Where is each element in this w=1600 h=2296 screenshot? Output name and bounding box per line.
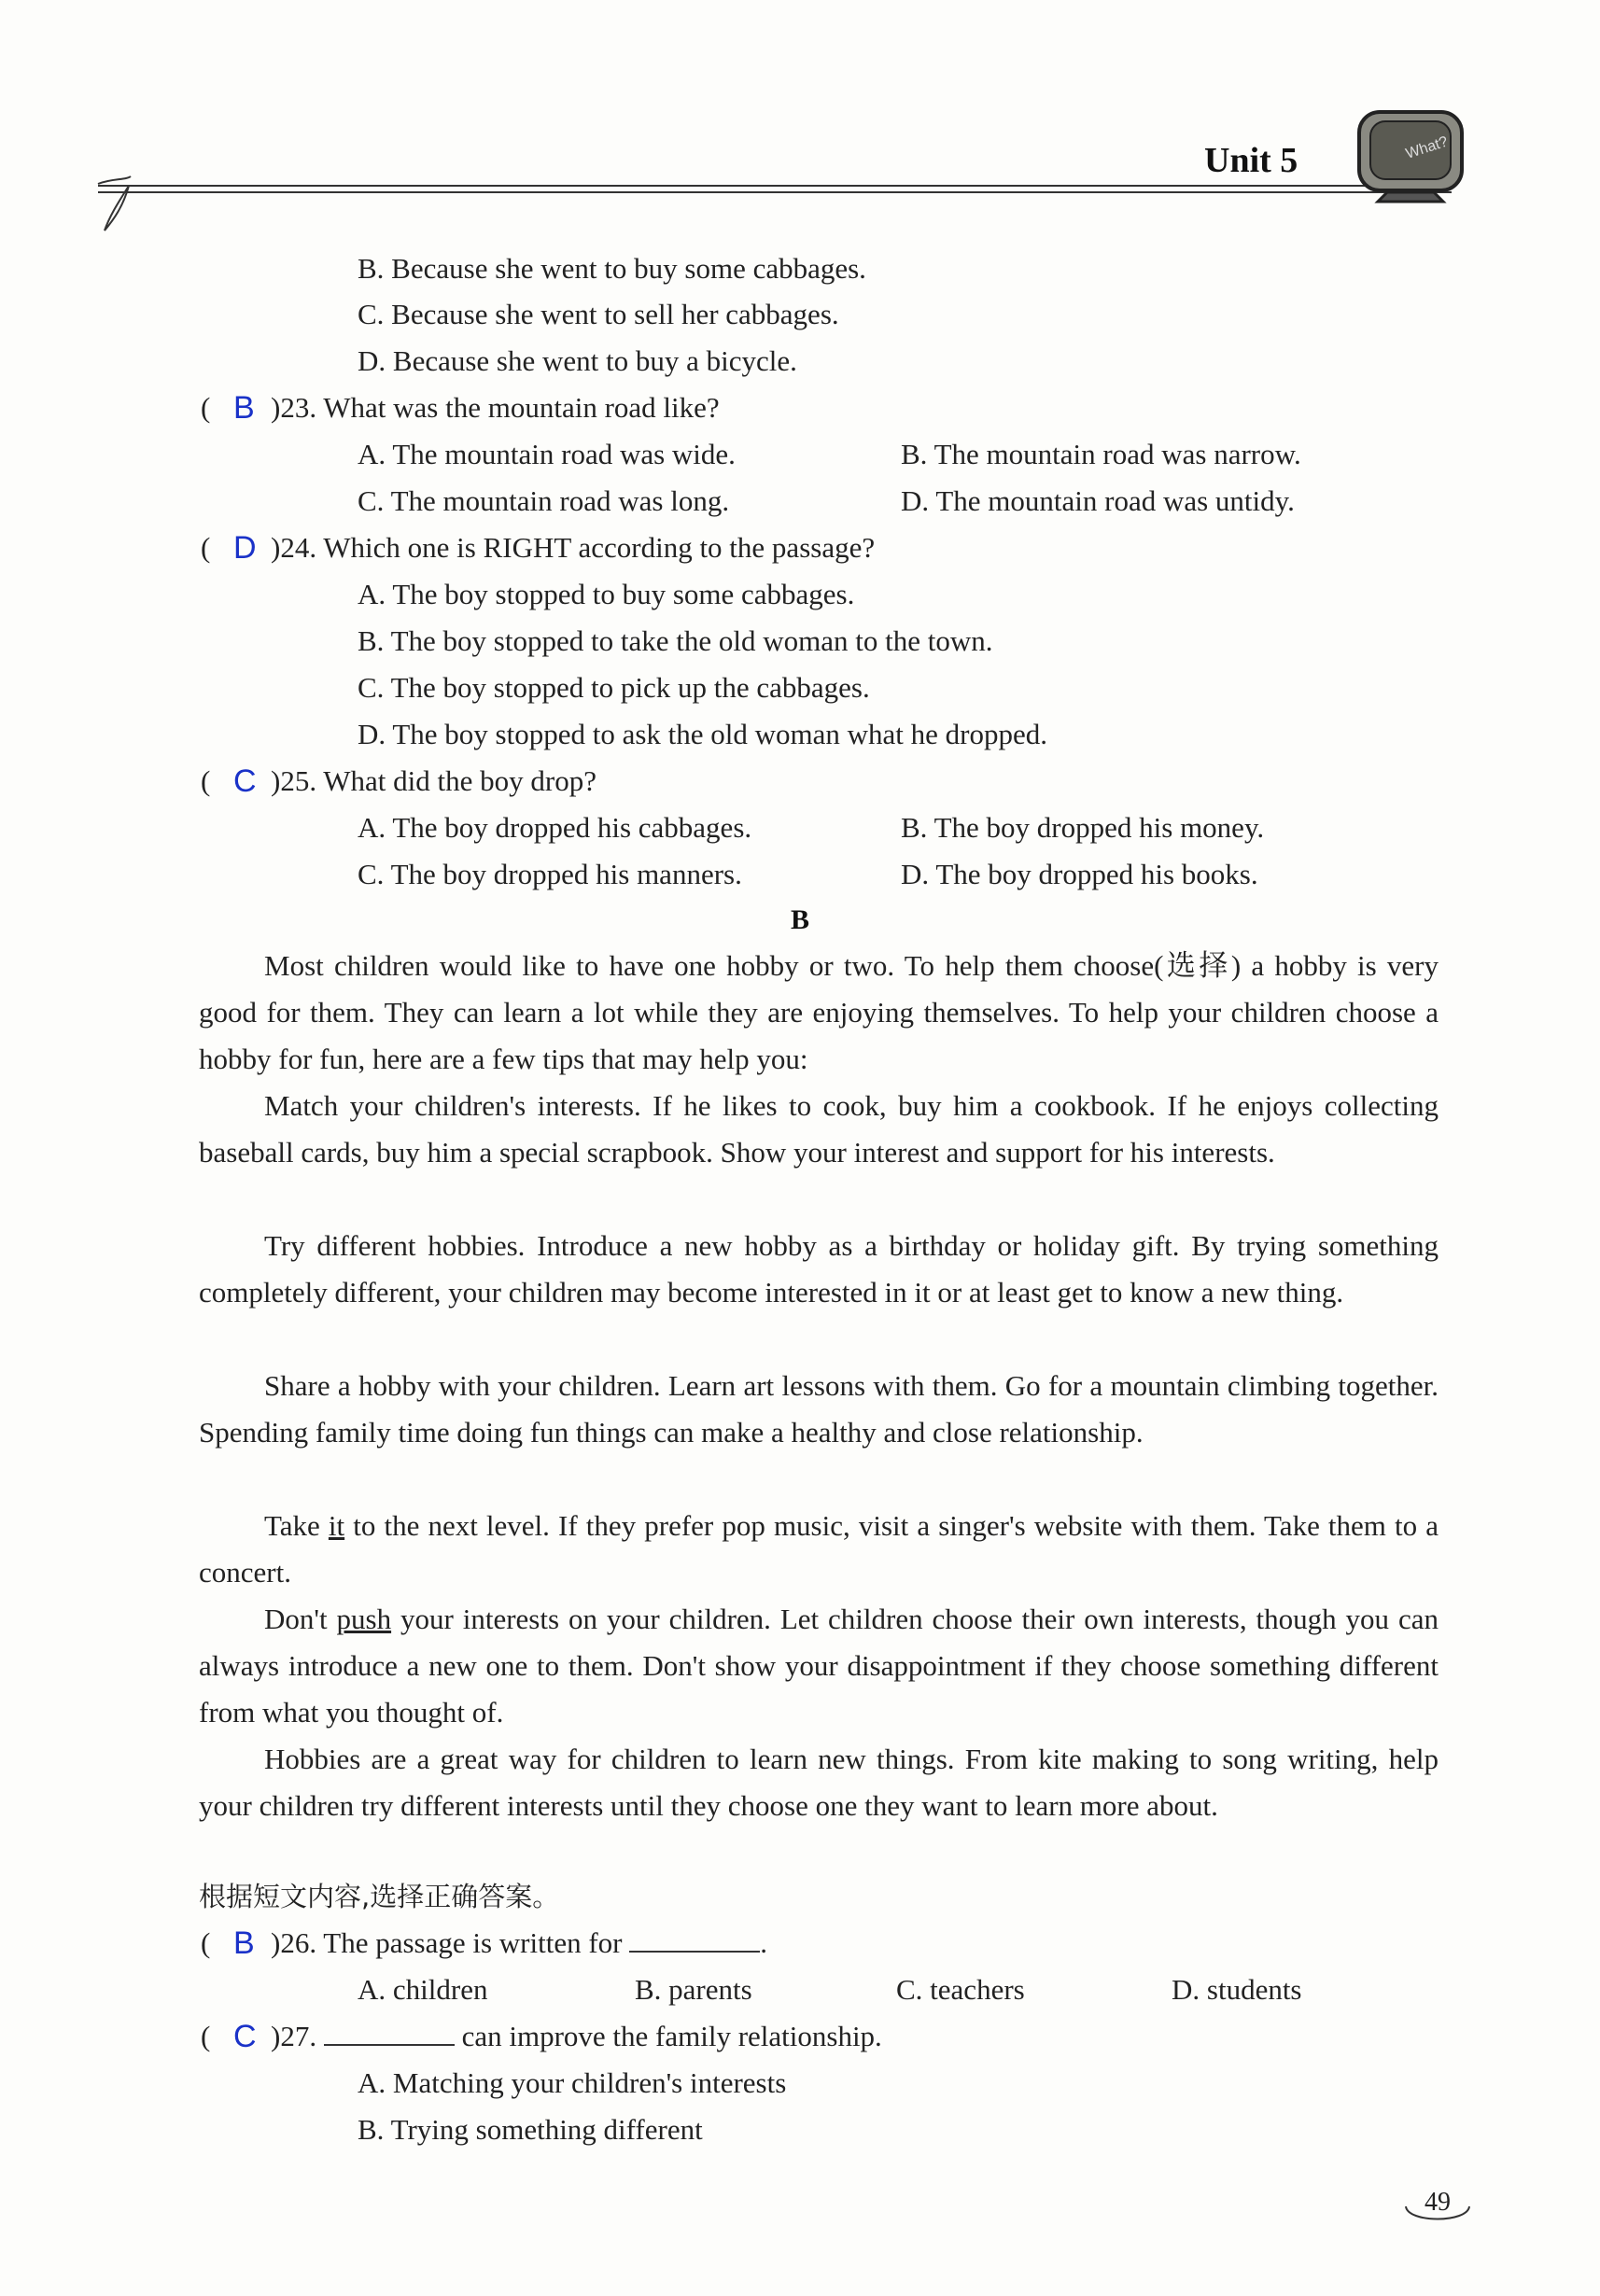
q27-paren: ( xyxy=(201,2020,211,2052)
q24-stem: )24. Which one is RIGHT according to the passage? xyxy=(271,531,876,564)
q25-option-c: C. The boy dropped his manners. xyxy=(358,858,742,890)
q23-paren: ( xyxy=(201,391,211,424)
q25-option-d: D. The boy dropped his books. xyxy=(901,858,1258,890)
quill-icon xyxy=(93,173,140,238)
passage-paragraph-1: Most children would like to have one hobby or two. To help them choose(选择) a hobby is very good for them. They can learn a lot while they are enjoying themselves. To help your children choose a hobby for fun, here are a few tips that may help you: xyxy=(199,949,1439,1075)
q26-option-a: A. children xyxy=(358,1973,488,2006)
tv-text: What? xyxy=(1403,133,1451,162)
instruction: 根据短文内容,选择正确答案。 xyxy=(199,1881,560,1912)
page-number: 49 xyxy=(1400,2182,1475,2229)
underlined-word-it: it xyxy=(328,1509,345,1542)
q24-option-c: C. The boy stopped to pick up the cabbages. xyxy=(358,671,870,704)
q24-answer: D xyxy=(233,530,257,566)
passage-paragraph-3: Try different hobbies. Introduce a new hobby as a birthday or holiday gift. By trying something completely different, your children may become interested in it or at least get to know a new thing. xyxy=(199,1229,1439,1309)
q23-option-b: B. The mountain road was narrow. xyxy=(901,438,1301,470)
section-b-title: B xyxy=(790,904,809,935)
q26-answer: B xyxy=(233,1925,255,1961)
passage-paragraph-7: Hobbies are a great way for children to learn new things. From kite making to song writing, help your children try different interests until they choose one they want to learn more about. xyxy=(199,1743,1439,1822)
answer-blank xyxy=(629,1925,760,1953)
q25-stem: )25. What did the boy drop? xyxy=(271,764,596,797)
q25-option-b: B. The boy dropped his money. xyxy=(901,811,1265,844)
q22-option-c: C. Because she went to sell her cabbages. xyxy=(358,298,839,330)
q26-option-b: B. parents xyxy=(635,1973,752,2006)
tv-icon xyxy=(1350,105,1471,205)
q27-answer: C xyxy=(233,2019,257,2054)
q23-option-a: A. The mountain road was wide. xyxy=(358,438,736,470)
q27-stem: )27. can improve the family relationship. xyxy=(271,2020,882,2052)
q24-option-b: B. The boy stopped to take the old woman to the town. xyxy=(358,624,993,657)
q23-option-d: D. The mountain road was untidy. xyxy=(901,484,1295,517)
unit-title: Unit 5 xyxy=(1204,141,1298,180)
q25-paren: ( xyxy=(201,764,211,797)
header-rule xyxy=(98,185,1452,198)
q24-paren: ( xyxy=(201,531,211,564)
q22-option-d: D. Because she went to buy a bicycle. xyxy=(358,344,797,377)
q23-option-c: C. The mountain road was long. xyxy=(358,484,730,517)
q26-stem: )26. The passage is written for . xyxy=(271,1926,767,1959)
q26-option-d: D. students xyxy=(1172,1973,1302,2006)
q24-option-d: D. The boy stopped to ask the old woman what he dropped. xyxy=(358,718,1047,750)
passage-paragraph-4: Share a hobby with your children. Learn art lessons with them. Go for a mountain climbing together. Spending family time doing fun things can make a healthy and close relationship. xyxy=(199,1369,1439,1449)
q23-answer: B xyxy=(233,390,255,426)
q27-option-a: A. Matching your children's interests xyxy=(358,2066,787,2099)
q24-option-a: A. The boy stopped to buy some cabbages. xyxy=(358,578,855,610)
q26-paren: ( xyxy=(201,1926,211,1959)
underlined-word-push: push xyxy=(336,1603,392,1635)
q23-stem: )23. What was the mountain road like? xyxy=(271,391,720,424)
passage-paragraph-5: Take it to the next level. If they prefer pop music, visit a singer's website with them. Take them to a concert. xyxy=(199,1509,1439,1589)
q27-option-b: B. Trying something different xyxy=(358,2113,703,2146)
answer-blank xyxy=(324,2018,455,2046)
q25-option-a: A. The boy dropped his cabbages. xyxy=(358,811,752,844)
q25-answer: C xyxy=(233,763,257,799)
q22-option-b: B. Because she went to buy some cabbages. xyxy=(358,252,866,285)
passage-paragraph-2: Match your children's interests. If he likes to cook, buy him a cookbook. If he enjoys collecting baseball cards, buy him a special scrapbook. Show your interest and support for his interests. xyxy=(199,1089,1439,1169)
passage-paragraph-6: Don't push your interests on your children. Let children choose their own interests, though you can always introduce a new one to them. Don't show your disappointment if they choose something different from what you thought of. xyxy=(199,1603,1439,1729)
q26-option-c: C. teachers xyxy=(896,1973,1025,2006)
